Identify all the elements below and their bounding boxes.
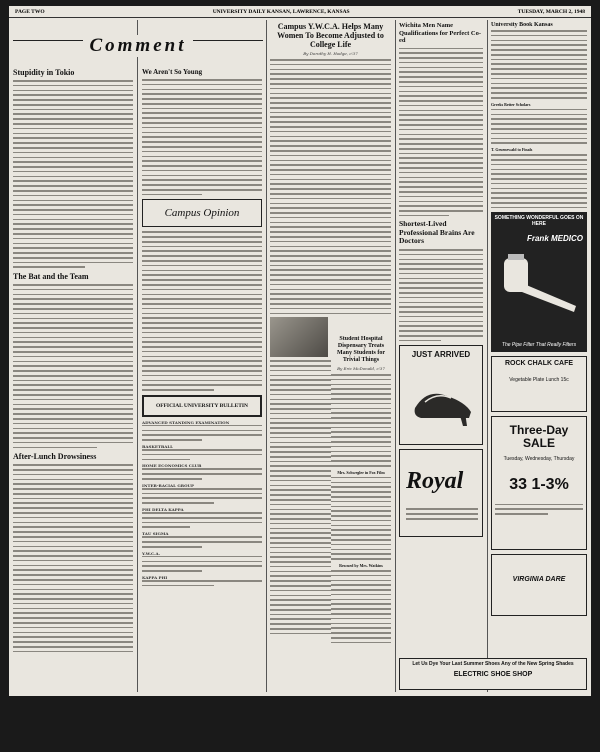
just-arrived-title: JUST ARRIVED xyxy=(411,350,471,360)
bulletin-item: KAPPA PHI xyxy=(142,574,168,580)
three-day-percent: 33 1-3% xyxy=(509,475,569,493)
greeks-subhead: Greeks Better Scholars xyxy=(491,101,531,107)
dispensary-subhead-fox: Mrs. Schwegler in Fox Film xyxy=(337,469,385,475)
campus-opinion-body xyxy=(142,231,262,390)
virginia-dare-ad xyxy=(491,554,587,616)
dispensary-body xyxy=(331,374,391,466)
ywca-body xyxy=(270,59,391,314)
rock-chalk-line: Vegetable Plate Lunch 15c xyxy=(509,376,569,383)
ywca-byline: By Dorothy H. Hodge, c'37 xyxy=(303,51,358,56)
masthead xyxy=(9,6,591,18)
bulletin-item: BASKETBALL xyxy=(142,443,173,449)
editorial-body-drowsiness xyxy=(13,464,133,652)
medico-ad xyxy=(491,212,587,352)
virginia-dare-title: VIRGINIA DARE xyxy=(512,575,566,583)
issue-date: TUESDAY, MARCH 2, 1948 xyxy=(517,8,585,15)
bulletin-items xyxy=(142,420,262,587)
dispensary-headline: Student Hospital Dispensary Treats Many Students for Trivial Things xyxy=(336,336,385,363)
column-five xyxy=(399,22,483,692)
editorial-headline-young: We Aren't So Young xyxy=(142,68,203,76)
bulletin-item: TAU SIGMA xyxy=(142,531,169,537)
dispensary-body-3 xyxy=(331,570,391,643)
page-label: PAGE TWO xyxy=(15,8,45,15)
three-day-date: Tuesday, Wednesday, Thursday xyxy=(503,455,575,462)
wichita-headline: Wichita Men Name Qualifications for Perfect Co-ed xyxy=(399,22,482,44)
electric-shoe-ad xyxy=(399,658,587,690)
dispensary-subhead-rescued: Rescued by Mrs. Watkins xyxy=(339,562,383,568)
editorial-body-tokio xyxy=(13,80,133,268)
book-header: University Book Kansas xyxy=(491,22,553,28)
editorial-body-bat xyxy=(13,284,133,448)
bulletin-item: PHI DELTA KAPPA xyxy=(142,507,184,513)
shortest-headline: Shortest-Lived Professional Brains Are Doctors xyxy=(399,219,475,246)
dispensary-story xyxy=(331,336,391,692)
electric-line: Let Us Dye Your Last Summer Shoes Any of the New Spring Shades xyxy=(412,661,574,667)
bulletin-item: ADVANCED STANDING EXAMINATION xyxy=(142,419,230,425)
editorial-headline-drowsiness: After-Lunch Drowsiness xyxy=(13,452,97,462)
pipe-illustration xyxy=(494,248,584,328)
medico-top-text: SOMETHING WONDERFUL GOES ON HERE xyxy=(494,214,584,227)
editorial-headline-tokio: Stupidity in Tokio xyxy=(13,68,75,77)
royal-ad xyxy=(399,449,483,537)
electric-title: ELECTRIC SHOE SHOP xyxy=(453,671,533,678)
bulletin-item: HOME ECONOMICS CLUB xyxy=(142,463,202,469)
medico-brand: Frank MEDICO xyxy=(526,233,583,243)
gruenewald-subhead: T. Gruenewald to Finals xyxy=(491,147,533,153)
medico-tagline: The Pipe Filter That Really Filters xyxy=(501,341,577,348)
campus-opinion-box xyxy=(142,199,262,227)
comment-title: Comment xyxy=(83,35,193,57)
bulletin-item: INTER-RACIAL GROUP xyxy=(142,482,195,488)
three-day-title: Three-Day SALE xyxy=(509,422,569,450)
comment-column-right xyxy=(142,68,262,692)
dispensary-body-2 xyxy=(331,477,391,560)
comment-banner xyxy=(13,20,263,60)
rock-chalk-title: ROCK CHALK CAFE xyxy=(504,359,574,367)
comment-column-left xyxy=(13,68,133,692)
bulletin-title: OFFICIAL UNIVERSITY BULLETIN xyxy=(155,402,249,409)
editorial-headline-bat: The Bat and the Team xyxy=(13,272,89,282)
dispensary-byline: By Eric McDonald, c'37 xyxy=(337,366,385,371)
shortest-body xyxy=(399,249,483,341)
ywca-headline: Campus Y.W.C.A. Helps Many Women To Become Adjusted to College Life xyxy=(277,22,384,49)
book-body xyxy=(491,30,587,99)
royal-title: Royal xyxy=(406,468,464,495)
campus-opinion-title: Campus Opinion xyxy=(164,207,240,220)
newspaper-page xyxy=(9,6,591,696)
wichita-body xyxy=(399,48,483,217)
shoe-illustration xyxy=(407,368,477,428)
column-six xyxy=(491,22,587,692)
editorial-body-young xyxy=(142,79,262,195)
bulletin-box xyxy=(142,395,262,417)
three-day-sale-ad xyxy=(491,416,587,550)
ywca-photo xyxy=(270,317,328,357)
just-arrived-ad xyxy=(399,345,483,445)
paper-name: UNIVERSITY DAILY KANSAN, LAWRENCE, KANSAS xyxy=(212,8,350,15)
rock-chalk-ad xyxy=(491,356,587,412)
bulletin-item: Y.W.C.A. xyxy=(142,550,160,556)
